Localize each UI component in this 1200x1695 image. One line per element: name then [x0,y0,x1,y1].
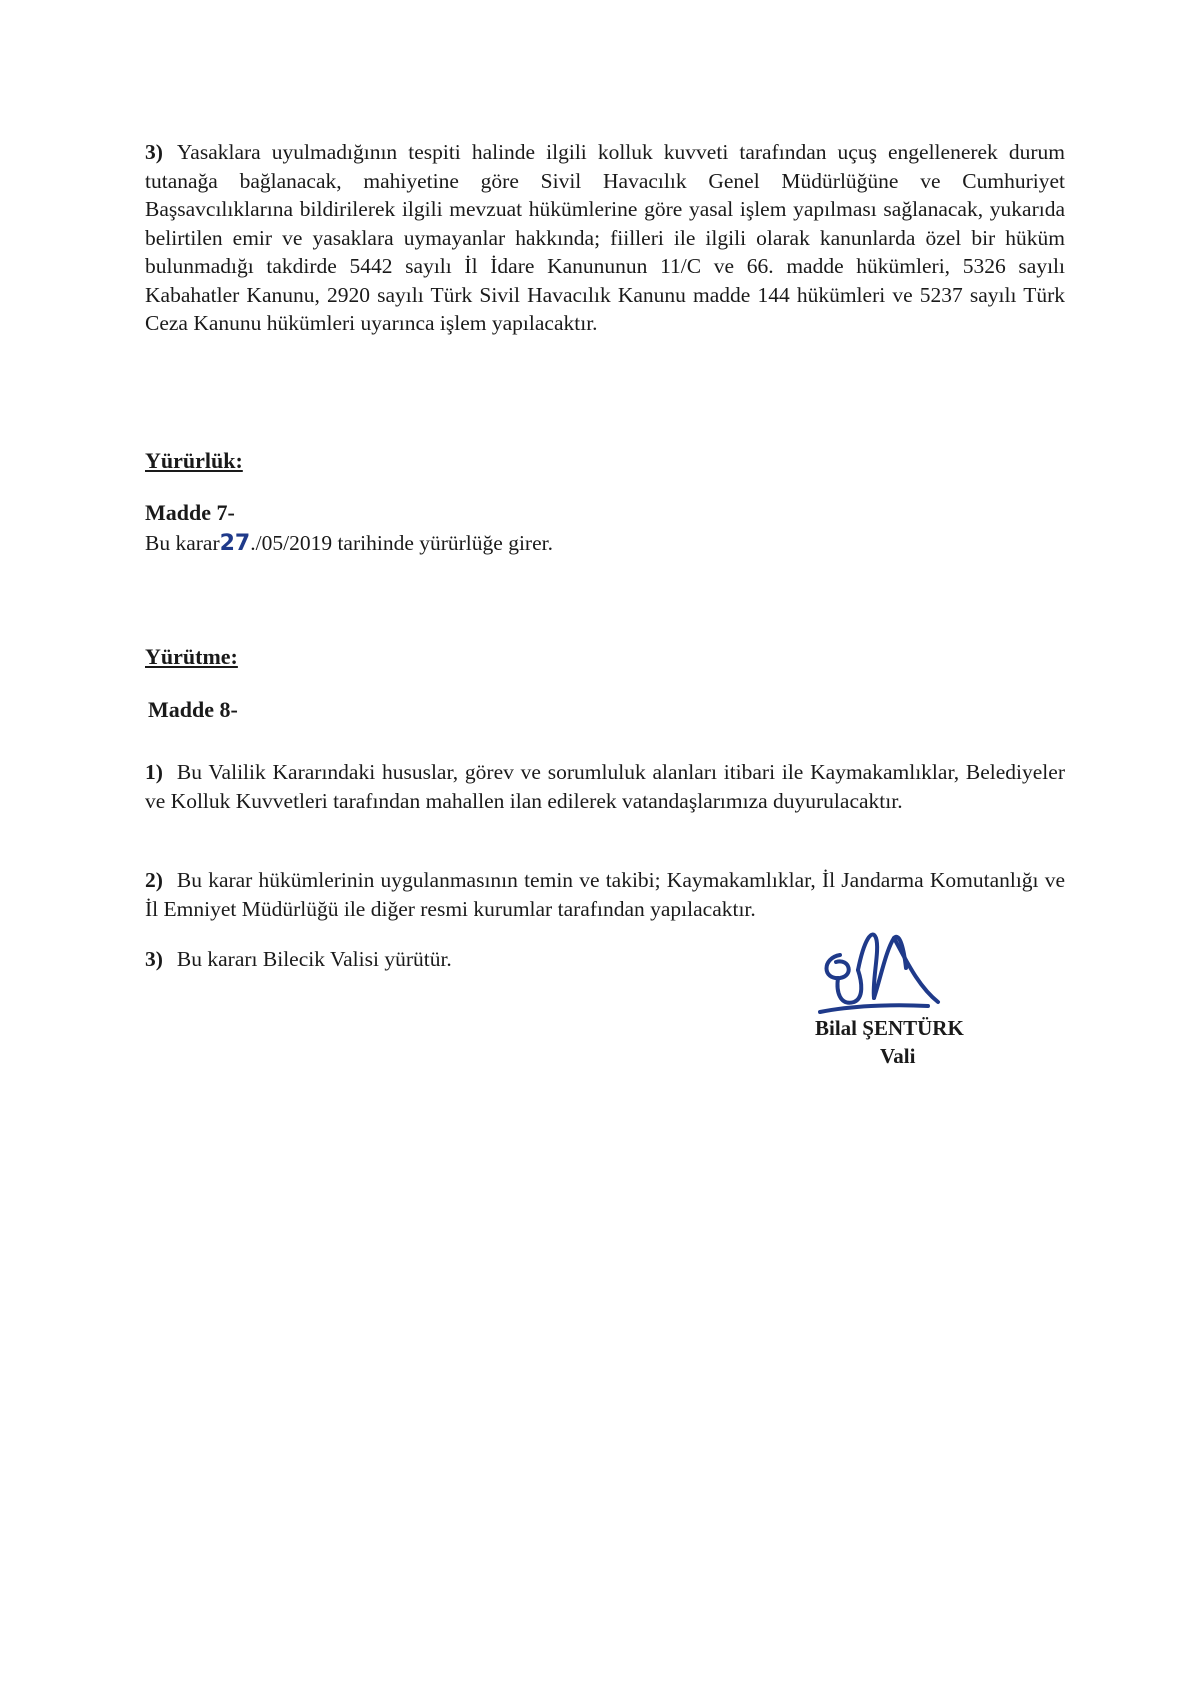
yurutme-item-1 [145,758,1065,815]
effective-date-line [145,531,553,556]
paragraph-text: Yasaklara uyulmadığının tespiti halinde ilgili kolluk kuvveti tarafından uçuş engellenerek durum tutanağa bağlanacak, mahiyetine göre Sivil Havacılık Genel Müdürlüğüne ve Cumhuriyet Başsavcılıklarına bildirilerek ilgili mevzuat hükümlerine göre yasal işlem yapılması sağlanacak, yukarıda belirtilen emir ve yasaklara uymayanlar hakkında; fiilleri ile ilgili olarak kanunlarda özel bir hüküm bulunmadığı takdirde 5442 sayılı İl İdare Kanununun 11/C ve 66. madde hükümleri, 5326 sayılı Kabahatler Kanunu, 2920 sayılı Türk Sivil Havacılık Kanunu madde 144 hükümleri ve 5237 sayılı Türk Ceza Kanunu hükümleri uyarınca işlem yapılacaktır. [145,140,1065,335]
yurutme-item-2 [145,866,1065,923]
signatory-title: Vali [880,1044,916,1068]
paragraph-text: Bu karar hükümlerinin uygulanmasının temin ve takibi; Kaymakamlıklar, İl Jandarma Komutanlığı ve İl Emniyet Müdürlüğü ile diğer resmi kurumlar tarafından yapılacaktır. [145,868,1065,921]
signature-block [800,920,1020,1070]
handwritten-day: 27 [219,531,251,556]
madde-8-label: Madde 8- [148,697,238,722]
paragraph-number: 3) [145,140,163,164]
paragraph-text: Bu kararı Bilecik Valisi yürütür. [176,947,452,971]
paragraph-text: Bu Valilik Kararındaki hususlar, görev ve sorumluluk alanları itibari ile Kaymakamlıklar, Belediyeler ve Kolluk Kuvvetleri tarafından mahallen ilan edilerek vatandaşlarımıza duyurulacaktır. [145,760,1065,813]
section-3-paragraph [145,138,1065,338]
yururluk-heading: Yürürlük: [145,448,243,473]
yurutme-heading: Yürütme: [145,644,238,669]
paragraph-number: 2) [145,868,163,892]
effective-date-text-after: ./05/2019 tarihinde yürürlüğe girer. [250,531,553,555]
paragraph-number: 3) [145,947,163,971]
signatory-name: Bilal ŞENTÜRK [815,1016,964,1040]
paragraph-number: 1) [145,760,163,784]
effective-date-text-before: Bu karar [145,531,220,555]
madde-7-label: Madde 7- [145,500,235,525]
handwritten-signature [810,920,1010,1030]
